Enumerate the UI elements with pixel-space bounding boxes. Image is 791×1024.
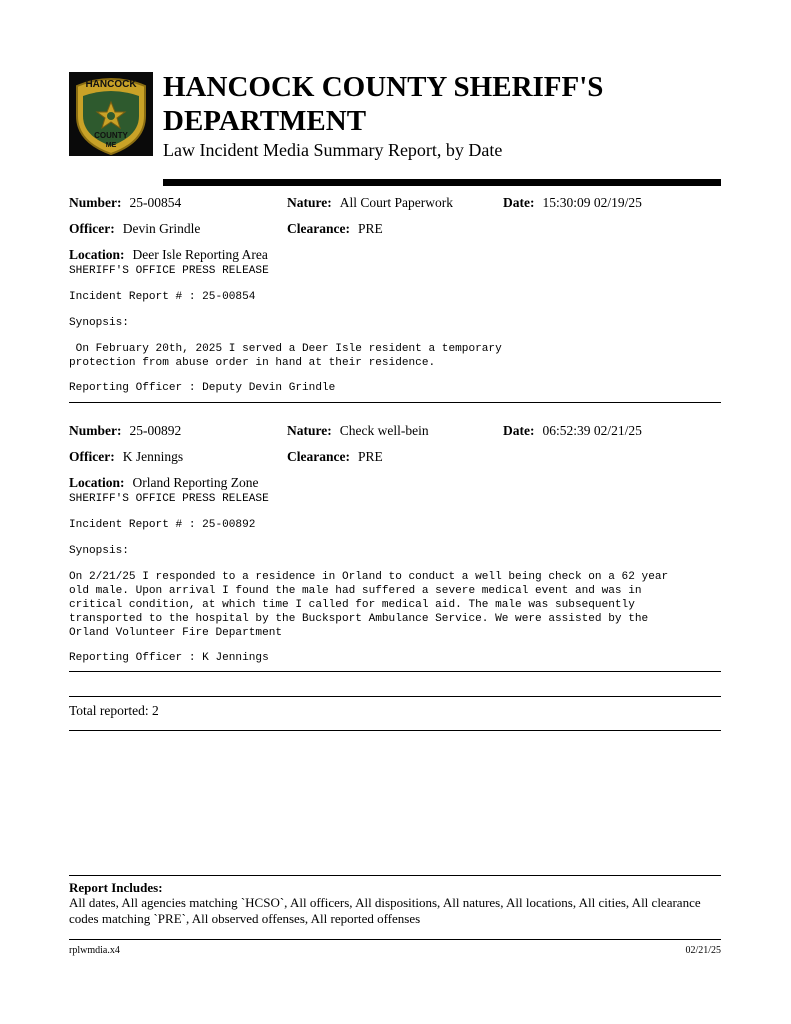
location-field xyxy=(69,475,258,491)
svg-text:COUNTY: COUNTY xyxy=(94,131,128,140)
total-reported: Total reported: 2 xyxy=(69,703,159,718)
reporting-officer-line: Reporting Officer : K Jennings xyxy=(69,652,269,664)
nature-label: Nature: xyxy=(287,423,332,438)
synopsis-line: On February 20th, 2025 I served a Deer Isle resident a temporary xyxy=(69,343,502,355)
incident-report-line: Incident Report # : 25-00892 xyxy=(69,519,256,531)
number-value: 25-00854 xyxy=(129,195,182,210)
location-field xyxy=(69,247,268,263)
clearance-field xyxy=(287,449,383,465)
report-includes-text: All dates, All agencies matching `HCSO`, All officers, All dispositions, All natures, All locations, All cities, All clearance codes matching `PRE`, All observed offenses, All reported offenses xyxy=(69,895,701,926)
officer-label: Officer: xyxy=(69,449,115,464)
incident-report-line: Incident Report # : 25-00854 xyxy=(69,291,256,303)
number-label: Number: xyxy=(69,195,122,210)
number-field xyxy=(69,423,181,439)
date-label: Date: xyxy=(503,423,535,438)
number-field xyxy=(69,195,181,211)
date-field xyxy=(503,195,642,211)
location-label: Location: xyxy=(69,247,125,262)
officer-field xyxy=(69,449,183,465)
header-divider xyxy=(163,179,721,186)
includes-divider xyxy=(69,875,721,876)
synopsis-line: On 2/21/25 I responded to a residence in Orland to conduct a well being check on a 62 year xyxy=(69,571,669,583)
location-label: Location: xyxy=(69,475,125,490)
date-value: 06:52:39 02/21/25 xyxy=(542,423,642,438)
press-release-line: SHERIFF'S OFFICE PRESS RELEASE xyxy=(69,493,269,505)
date-label: Date: xyxy=(503,195,535,210)
total-divider-bottom xyxy=(69,730,721,731)
agency-name-line2: DEPARTMENT xyxy=(163,105,367,137)
total-divider-top xyxy=(69,696,721,697)
clearance-label: Clearance: xyxy=(287,449,350,464)
report-subtitle: Law Incident Media Summary Report, by Date xyxy=(163,140,503,160)
svg-text:HANCOCK: HANCOCK xyxy=(85,79,137,90)
footer-divider xyxy=(69,939,721,940)
svg-text:ME: ME xyxy=(105,142,117,149)
synopsis-line: transported to the hospital by the Bucksport Ambulance Service. We were assisted by the xyxy=(69,613,649,625)
clearance-label: Clearance: xyxy=(287,221,350,236)
print-date: 02/21/25 xyxy=(685,945,721,956)
date-field xyxy=(503,423,642,439)
synopsis-label: Synopsis: xyxy=(69,317,129,329)
location-value: Deer Isle Reporting Area xyxy=(132,247,268,262)
officer-field xyxy=(69,221,200,237)
synopsis-line: Orland Volunteer Fire Department xyxy=(69,627,283,639)
officer-value: K Jennings xyxy=(122,449,184,464)
officer-label: Officer: xyxy=(69,221,115,236)
nature-value: All Court Paperwork xyxy=(339,195,453,210)
officer-value: Devin Grindle xyxy=(122,221,201,236)
date-value: 15:30:09 02/19/25 xyxy=(542,195,642,210)
nature-label: Nature: xyxy=(287,195,332,210)
synopsis-line: old male. Upon arrival I found the male had suffered a severe medical event and was in xyxy=(69,585,642,597)
synopsis-label: Synopsis: xyxy=(69,545,129,557)
record-divider xyxy=(69,402,721,403)
report-code: rplwmdia.x4 xyxy=(69,945,120,956)
press-release-line: SHERIFF'S OFFICE PRESS RELEASE xyxy=(69,265,269,277)
clearance-value: PRE xyxy=(357,449,383,464)
number-label: Number: xyxy=(69,423,122,438)
agency-name-line1: HANCOCK COUNTY SHERIFF'S xyxy=(163,71,604,103)
location-value: Orland Reporting Zone xyxy=(132,475,259,490)
nature-field xyxy=(287,423,429,439)
nature-field xyxy=(287,195,453,211)
nature-value: Check well-bein xyxy=(339,423,429,438)
sheriff-badge-logo xyxy=(69,72,153,156)
synopsis-line: protection from abuse order in hand at their residence. xyxy=(69,357,436,369)
agency-name xyxy=(163,70,683,138)
clearance-value: PRE xyxy=(357,221,383,236)
clearance-field xyxy=(287,221,383,237)
synopsis-line: critical condition, at which time I called for medical aid. The male was subsequently xyxy=(69,599,635,611)
number-value: 25-00892 xyxy=(129,423,182,438)
reporting-officer-line: Reporting Officer : Deputy Devin Grindle xyxy=(69,382,336,394)
report-includes-title: Report Includes: xyxy=(69,880,163,895)
record-divider xyxy=(69,671,721,672)
